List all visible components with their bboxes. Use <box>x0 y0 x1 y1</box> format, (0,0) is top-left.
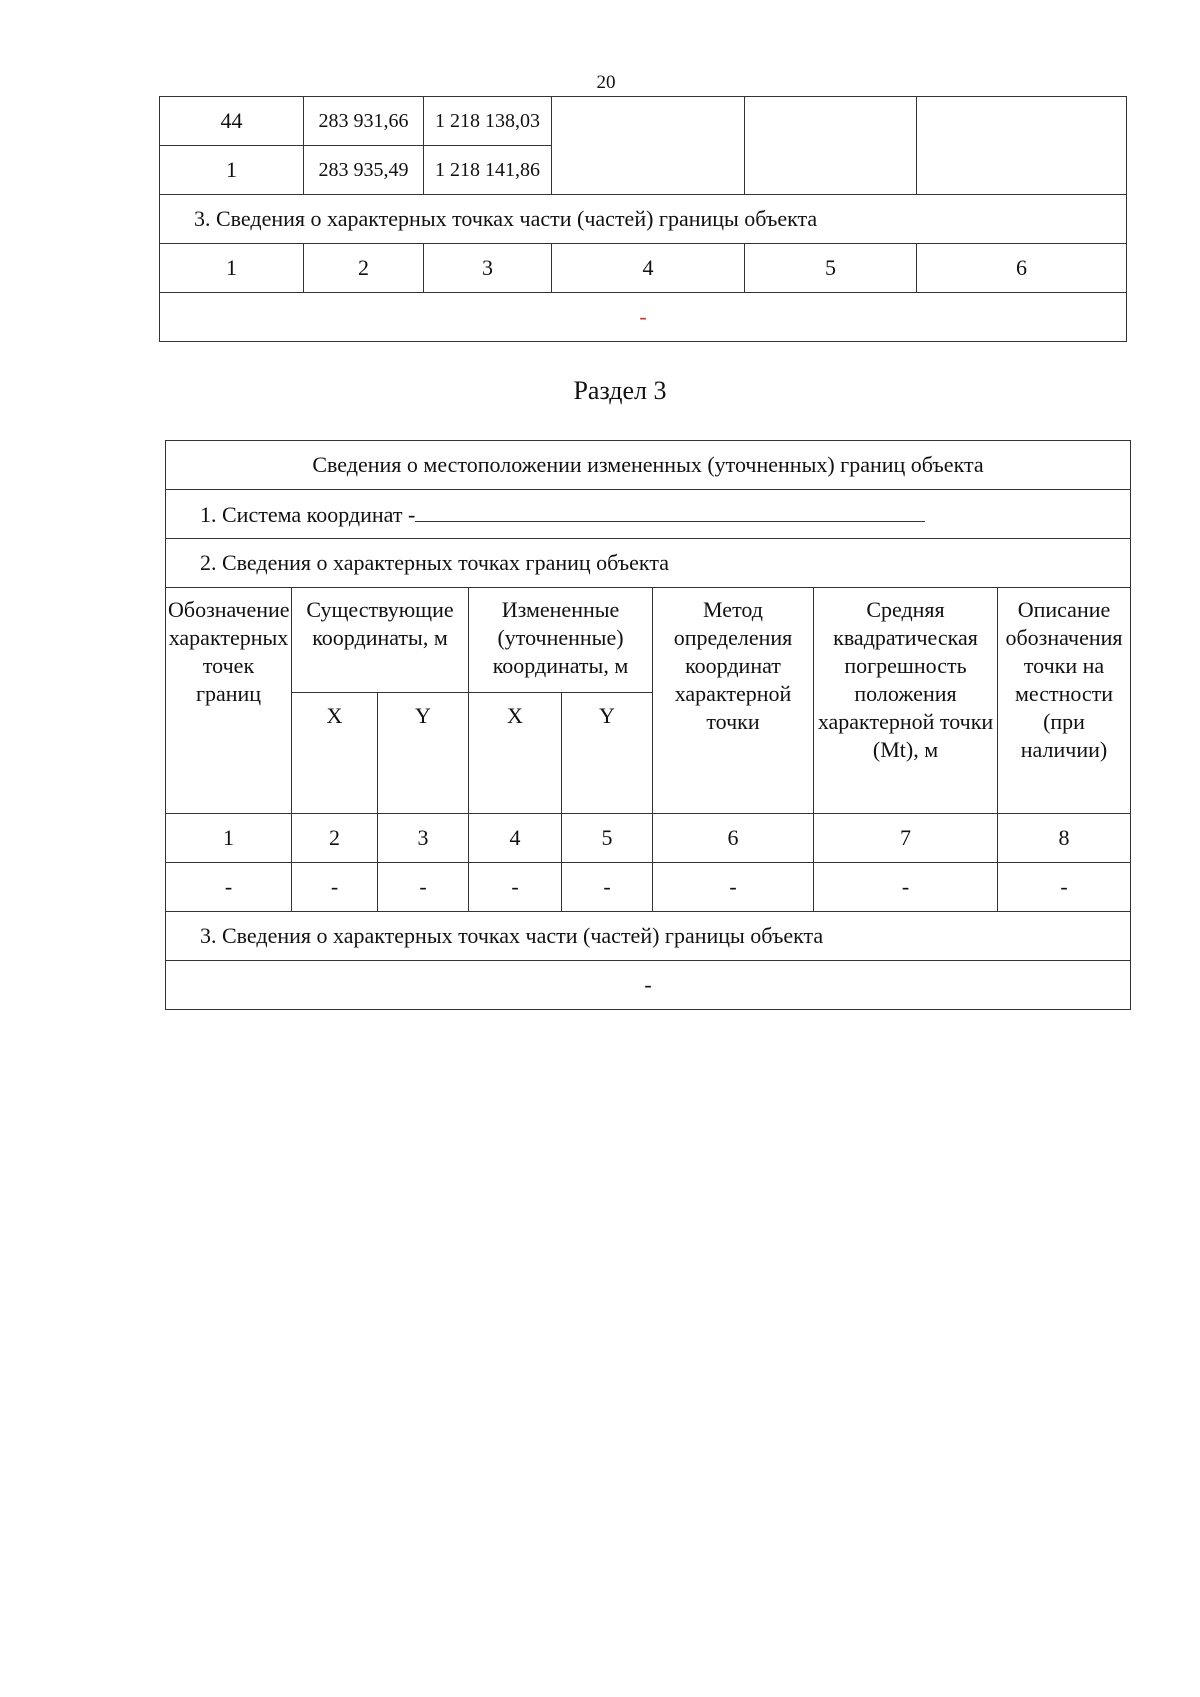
column-numbers-row <box>166 814 1131 863</box>
header-error: Средняя квадратическая погрешность положения характерной точки (Mt), м <box>814 588 998 814</box>
empty-value: - <box>469 863 562 912</box>
table-row <box>160 97 1127 146</box>
empty-value: - <box>653 863 814 912</box>
empty-value: - <box>166 863 292 912</box>
empty-value: - <box>562 863 653 912</box>
parts-section-title: 3. Сведения о характерных точках части (частей) границы объекта <box>160 195 1127 244</box>
empty-value: - <box>160 293 1127 342</box>
table-row <box>166 912 1131 961</box>
point-number: 44 <box>160 97 304 146</box>
column-number: 4 <box>469 814 562 863</box>
column-number: 3 <box>378 814 469 863</box>
empty-cell <box>745 97 917 195</box>
column-numbers-row <box>160 244 1127 293</box>
column-number: 8 <box>998 814 1131 863</box>
table-row <box>166 863 1131 912</box>
coord-system-blank <box>415 501 925 522</box>
header-x: X <box>469 693 562 814</box>
header-method: Метод определения координат характерной точки <box>653 588 814 814</box>
empty-cell <box>917 97 1127 195</box>
column-number: 6 <box>653 814 814 863</box>
empty-cell <box>552 97 745 195</box>
header-designation: Обозначение характерных точек границ <box>166 588 292 814</box>
table-row <box>166 441 1131 490</box>
column-number: 2 <box>304 244 424 293</box>
parts-value: - <box>166 961 1131 1010</box>
boundary-points-table-continued <box>159 96 1127 342</box>
changed-boundaries-table <box>165 440 1131 1010</box>
page-number: 20 <box>596 72 616 93</box>
table-row <box>166 490 1131 539</box>
header-x: X <box>292 693 378 814</box>
point-number: 1 <box>160 146 304 195</box>
column-number: 6 <box>917 244 1127 293</box>
column-number: 5 <box>562 814 653 863</box>
table-row <box>160 195 1127 244</box>
header-description: Описание обозначения точки на местности (при наличии) <box>998 588 1131 814</box>
column-number: 5 <box>745 244 917 293</box>
empty-value: - <box>378 863 469 912</box>
coord-x: 283 931,66 <box>304 97 424 146</box>
empty-value: - <box>998 863 1131 912</box>
coord-y: 1 218 138,03 <box>424 97 552 146</box>
header-y: Y <box>562 693 653 814</box>
empty-value: - <box>292 863 378 912</box>
column-number: 3 <box>424 244 552 293</box>
column-number: 4 <box>552 244 745 293</box>
header-existing: Существующие координаты, м <box>292 588 469 693</box>
coord-y: 1 218 141,86 <box>424 146 552 195</box>
header-row <box>166 588 1131 693</box>
points-section-title: 2. Сведения о характерных точках границ объекта <box>166 539 1131 588</box>
column-number: 7 <box>814 814 998 863</box>
column-number: 1 <box>160 244 304 293</box>
table-row <box>166 961 1131 1010</box>
parts-section-title: 3. Сведения о характерных точках части (частей) границы объекта <box>166 912 1131 961</box>
table-row <box>166 539 1131 588</box>
table-row <box>160 293 1127 342</box>
empty-value: - <box>814 863 998 912</box>
column-number: 1 <box>166 814 292 863</box>
section-title: Раздел 3 <box>573 376 667 405</box>
coord-x: 283 935,49 <box>304 146 424 195</box>
column-number: 2 <box>292 814 378 863</box>
header-y: Y <box>378 693 469 814</box>
header-changed: Измененные (уточненные) координаты, м <box>469 588 653 693</box>
coord-system-label: 1. Система координат - <box>200 501 416 527</box>
coord-system-row <box>166 490 1131 539</box>
table-title: Сведения о местоположении измененных (уточненных) границ объекта <box>166 441 1131 490</box>
